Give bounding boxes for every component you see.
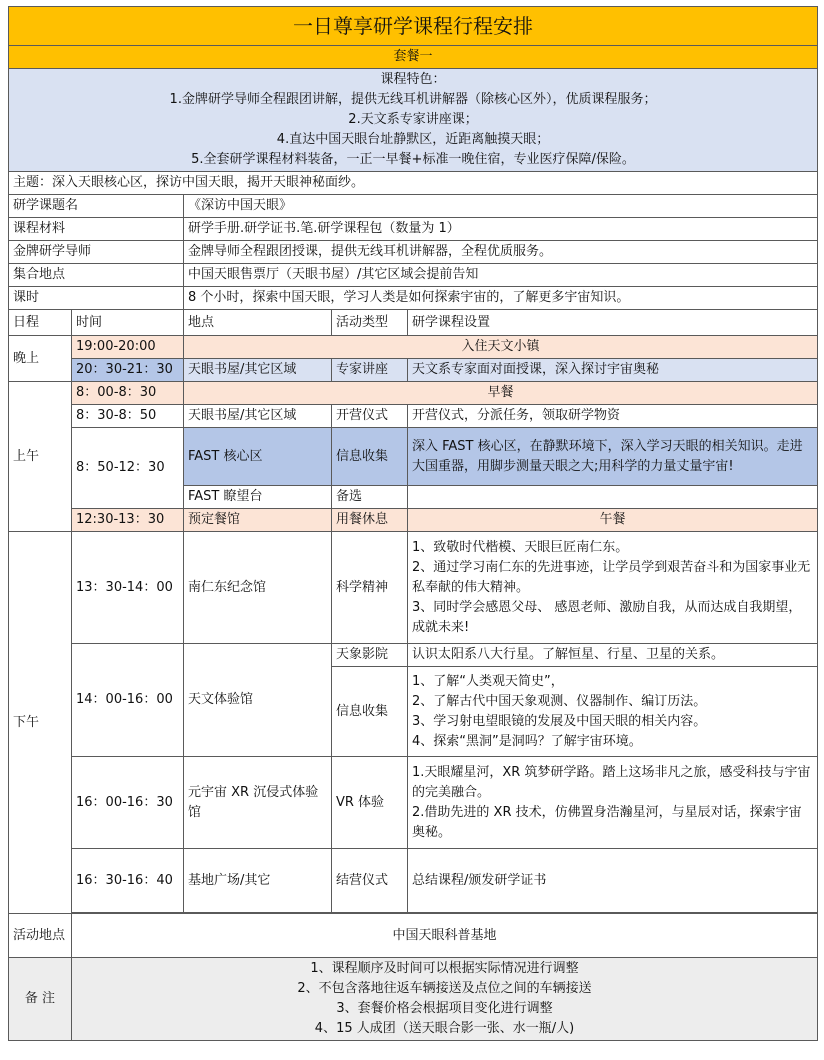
- course-cell: 天文系专家面对面授课，深入探讨宇宙奥秘: [408, 359, 818, 382]
- course-cell: [408, 667, 818, 757]
- schedule-row: [9, 382, 818, 405]
- feature-item: 5.全套研学课程材料装备，一正一早餐+标准一晚住宿，专业医疗保障/保险。: [191, 152, 635, 167]
- schedule-row: [9, 359, 818, 382]
- header-time: 时间: [72, 310, 184, 336]
- note-item: 4、15 人成团（送天眼合影一张、水一瓶/人): [314, 1021, 575, 1036]
- header-type: 活动类型: [332, 310, 408, 336]
- course-cell: 早餐: [184, 382, 818, 405]
- course-cell: 总结课程/颁发研学证书: [408, 849, 818, 913]
- schedule-row: [9, 849, 818, 913]
- place-cell: FAST 瞭望台: [184, 486, 332, 509]
- itinerary-table: [8, 6, 818, 1041]
- place-cell: 预定餐馆: [184, 509, 332, 532]
- header-day: 日程: [9, 310, 72, 336]
- course-line: 1、了解“人类观天简史”，: [412, 673, 564, 689]
- course-cell: 入住天文小镇: [184, 336, 818, 359]
- schedule-row: [9, 757, 818, 849]
- type-cell: 备选: [332, 486, 408, 509]
- info-row: [9, 287, 818, 310]
- location-label: 活动地点: [9, 914, 72, 958]
- course-features: [9, 69, 818, 172]
- info-value: 金牌导师全程跟团授课，提供无线耳机讲解器，全程优质服务。: [184, 241, 818, 264]
- course-cell: 开营仪式，分派任务，领取研学物资: [408, 405, 818, 428]
- info-row: [9, 241, 818, 264]
- header-row: [9, 310, 818, 336]
- course-cell: [408, 532, 818, 644]
- place-cell: FAST 核心区: [184, 428, 332, 486]
- place-cell: 天文体验馆: [184, 644, 332, 757]
- time-cell: 12:30-13：30: [72, 509, 184, 532]
- type-cell: 信息收集: [332, 428, 408, 486]
- info-label: 课程材料: [9, 218, 184, 241]
- info-label: 研学课题名: [9, 195, 184, 218]
- course-cell: 午餐: [408, 509, 818, 532]
- info-value: 8 个小时，探索中国天眼，学习人类是如何探索宇宙的，了解更多宇宙知识。: [184, 287, 818, 310]
- schedule-row: [9, 644, 818, 667]
- place-cell: 基地广场/其它: [184, 849, 332, 913]
- info-row: [9, 195, 818, 218]
- package-label: 套餐一: [9, 46, 818, 69]
- afternoon-label: 下午: [9, 532, 72, 914]
- time-cell: 19:00-20:00: [72, 336, 184, 359]
- title-row: [9, 7, 818, 46]
- course-cell: [408, 757, 818, 849]
- header-course: 研学课程设置: [408, 310, 818, 336]
- header-place: 地点: [184, 310, 332, 336]
- type-cell: 天象影院: [332, 644, 408, 667]
- theme-text: 主题：深入天眼核心区，探访中国天眼，揭开天眼神秘面纱。: [9, 172, 818, 195]
- course-line: 3、学习射电望眼镜的发展及中国天眼的相关内容。: [412, 713, 707, 729]
- info-row: [9, 218, 818, 241]
- info-value: 中国天眼售票厅（天眼书屋）/其它区域会提前告知: [184, 264, 818, 287]
- time-cell: 14：00-16：00: [72, 644, 184, 757]
- info-value: 研学手册.研学证书.笔.研学课程包（数量为 1）: [184, 218, 818, 241]
- info-label: 课时: [9, 287, 184, 310]
- place-cell: 元宇宙 XR 沉侵式体验馆: [184, 757, 332, 849]
- type-cell: 信息收集: [332, 667, 408, 757]
- course-line: 3、同时学会感恩父母、 感恩老师、激励自我，从而达成自我期望，成就未来!: [412, 599, 802, 635]
- course-cell: 认识太阳系八大行星。了解恒星、行星、卫星的关系。: [408, 644, 818, 667]
- course-line: 4、探索“黑洞”是洞吗？了解宇宙环境。: [412, 733, 642, 749]
- course-line: 1.天眼耀星河，XR 筑梦研学路。踏上这场非凡之旅，感受科技与宇宙的完美融合。: [412, 764, 811, 800]
- schedule-row: [9, 336, 818, 359]
- page-title: 一日尊享研学课程行程安排: [9, 7, 818, 46]
- location-value: 中国天眼科普基地: [72, 914, 818, 958]
- course-line: 2、了解古代中国天象观测、仪器制作、编订历法。: [412, 693, 707, 709]
- time-cell: 8：50-12：30: [72, 428, 184, 509]
- time-cell: 16：00-16：30: [72, 757, 184, 849]
- note-item: 1、课程顺序及时间可以根据实际情况进行调整: [310, 961, 579, 976]
- package-row: [9, 46, 818, 69]
- morning-label: 上午: [9, 382, 72, 532]
- evening-label: 晚上: [9, 336, 72, 382]
- place-cell: 南仁东纪念馆: [184, 532, 332, 644]
- time-cell: 8：00-8：30: [72, 382, 184, 405]
- type-cell: 结营仪式: [332, 849, 408, 913]
- location-row: [9, 914, 818, 958]
- time-cell: 8：30-8：50: [72, 405, 184, 428]
- type-cell: 科学精神: [332, 532, 408, 644]
- place-cell: 天眼书屋/其它区域: [184, 359, 332, 382]
- feature-item: 1.金牌研学导师全程跟团讲解，提供无线耳机讲解器（除核心区外），优质课程服务；: [169, 92, 657, 107]
- info-label: 金牌研学导师: [9, 241, 184, 264]
- theme-row: [9, 172, 818, 195]
- place-cell: 天眼书屋/其它区域: [184, 405, 332, 428]
- schedule-row: [9, 405, 818, 428]
- course-line: 2.借助先进的 XR 技术，仿佛置身浩瀚星河，与星辰对话，探索宇宙奥秘。: [412, 804, 802, 840]
- notes-row: [9, 958, 818, 1041]
- info-row: [9, 264, 818, 287]
- note-item: 3、套餐价格会根据项目变化进行调整: [336, 1001, 553, 1016]
- features-heading: 课程特色：: [380, 72, 446, 87]
- course-cell: [408, 486, 818, 509]
- course-line: 2、通过学习南仁东的先进事迹，让学员学到艰苦奋斗和为国家事业无私奉献的伟大精神。: [412, 559, 811, 595]
- type-cell: 用餐休息: [332, 509, 408, 532]
- info-label: 集合地点: [9, 264, 184, 287]
- note-item: 2、不包含落地往返车辆接送及点位之间的车辆接送: [297, 981, 592, 996]
- schedule-row: [9, 428, 818, 486]
- time-cell: 13：30-14：00: [72, 532, 184, 644]
- type-cell: VR 体验: [332, 757, 408, 849]
- type-cell: 开营仪式: [332, 405, 408, 428]
- notes-list: [72, 958, 818, 1041]
- course-cell: 深入 FAST 核心区，在静默环境下，深入学习天眼的相关知识。走进大国重器，用脚步测量天眼之大;用科学的力量丈量宇宙!: [408, 428, 818, 486]
- schedule-row: [9, 509, 818, 532]
- time-cell: 16：30-16：40: [72, 849, 184, 913]
- feature-item: 2.天文系专家讲座课；: [348, 112, 478, 127]
- time-cell: 20：30-21：30: [72, 359, 184, 382]
- notes-label: 备 注: [9, 958, 72, 1041]
- course-line: 1、致敬时代楷模、天眼巨匠南仁东。: [412, 539, 629, 555]
- features-row: [9, 69, 818, 172]
- feature-item: 4.直达中国天眼台址静默区，近距离触摸天眼；: [276, 132, 550, 147]
- info-value: 《深访中国天眼》: [184, 195, 818, 218]
- type-cell: 专家讲座: [332, 359, 408, 382]
- schedule-row: [9, 532, 818, 644]
